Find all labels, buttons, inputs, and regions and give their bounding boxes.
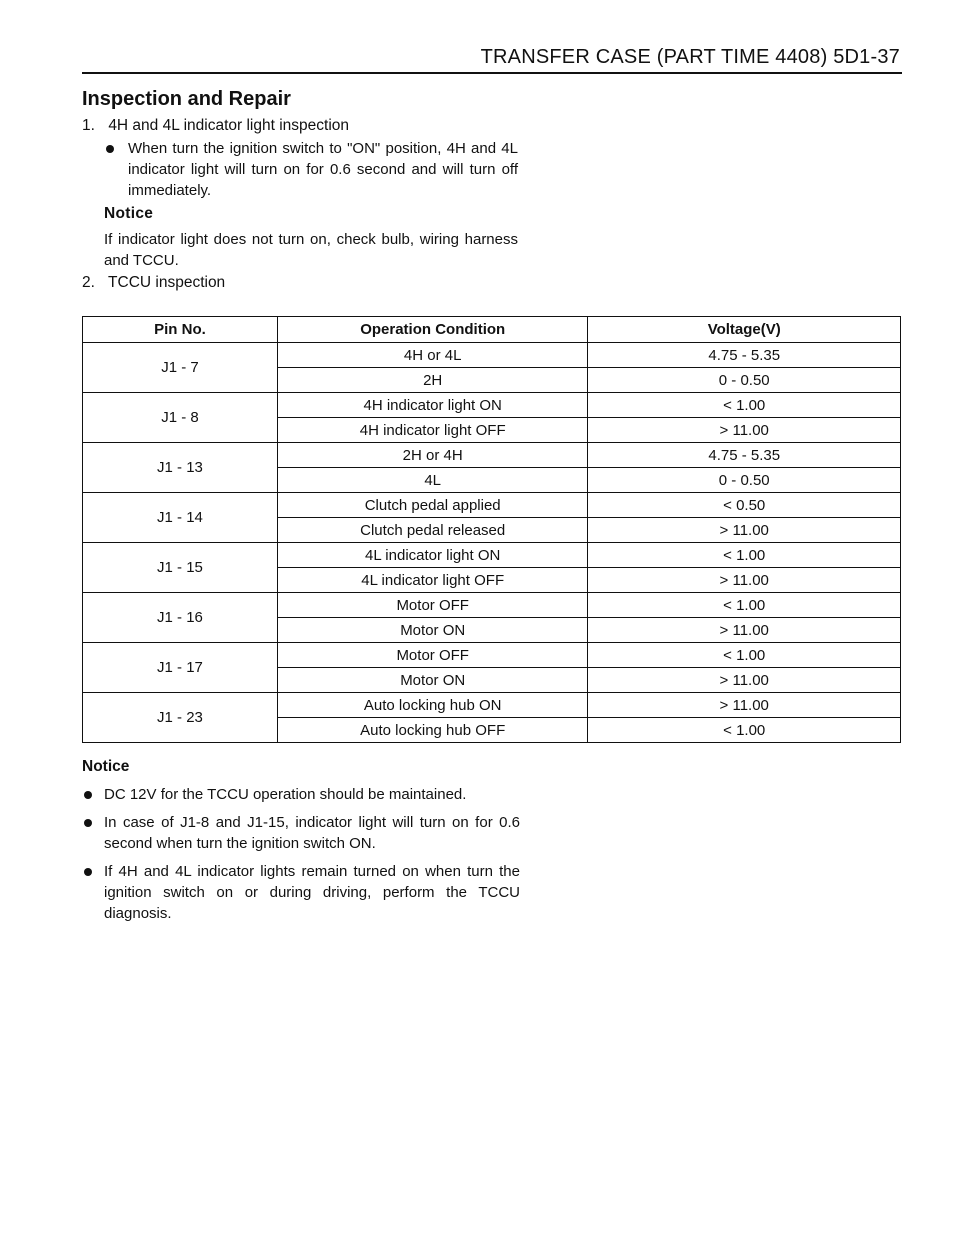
notice-item (82, 784, 520, 805)
header-pin-no: Pin No. (83, 317, 278, 343)
table-row (83, 593, 901, 618)
voltage-cell: < 1.00 (588, 643, 901, 668)
pin-cell: J1 - 8 (83, 393, 278, 443)
bullet-icon (84, 868, 92, 876)
condition-cell: 4L indicator light OFF (277, 568, 588, 593)
condition-cell: 4H indicator light ON (277, 393, 588, 418)
condition-cell: Motor ON (277, 668, 588, 693)
notice-label: Notice (82, 758, 130, 775)
bullet-icon (84, 819, 92, 827)
voltage-cell: > 11.00 (588, 518, 901, 543)
voltage-cell: 4.75 - 5.35 (588, 343, 901, 368)
condition-cell: 4L indicator light ON (277, 543, 588, 568)
voltage-cell: < 1.00 (588, 543, 901, 568)
condition-cell: Clutch pedal released (277, 518, 588, 543)
step-1-notice-text: If indicator light does not turn on, check bulb, wiring harness and TCCU. (104, 231, 518, 269)
header-rule (82, 72, 902, 74)
voltage-cell: > 11.00 (588, 568, 901, 593)
table-row (83, 393, 901, 418)
table-row (83, 543, 901, 568)
condition-cell: Auto locking hub ON (277, 693, 588, 718)
voltage-cell: < 0.50 (588, 493, 901, 518)
notice-item-text: In case of J1-8 and J1-15, indicator light will turn on for 0.6 second when turn the ignition switch ON. (104, 814, 520, 852)
table-row (83, 643, 901, 668)
notice-item-text: DC 12V for the TCCU operation should be maintained. (104, 786, 467, 803)
pin-cell: J1 - 16 (83, 593, 278, 643)
pin-cell: J1 - 17 (83, 643, 278, 693)
step-1-number: 1. (82, 117, 95, 134)
page-header: TRANSFER CASE (PART TIME 4408) 5D1-37 (480, 46, 900, 68)
condition-cell: 2H (277, 368, 588, 393)
table-header-row (83, 317, 901, 343)
pin-cell: J1 - 13 (83, 443, 278, 493)
pin-cell: J1 - 14 (83, 493, 278, 543)
notice-item (82, 812, 520, 854)
table-row (83, 693, 901, 718)
voltage-cell: < 1.00 (588, 718, 901, 743)
step-1-notice-label: Notice (104, 205, 154, 222)
notice-list (82, 784, 520, 931)
tccu-inspection-table (82, 316, 901, 743)
step-1-bullet (108, 138, 518, 201)
condition-cell: Auto locking hub OFF (277, 718, 588, 743)
voltage-cell: < 1.00 (588, 593, 901, 618)
table-row (83, 493, 901, 518)
voltage-cell: 0 - 0.50 (588, 468, 901, 493)
section-title: Inspection and Repair (82, 88, 291, 110)
step-2 (82, 274, 225, 292)
condition-cell: Motor OFF (277, 643, 588, 668)
voltage-cell: > 11.00 (588, 418, 901, 443)
step-1-title: 4H and 4L indicator light inspection (108, 117, 350, 134)
condition-cell: 4H or 4L (277, 343, 588, 368)
table-row (83, 443, 901, 468)
condition-cell: Motor OFF (277, 593, 588, 618)
step-1-bullet-text: When turn the ignition switch to "ON" position, 4H and 4L indicator light will turn on for 0.6 second and will turn off immediately. (128, 140, 518, 199)
voltage-cell: 4.75 - 5.35 (588, 443, 901, 468)
voltage-cell: > 11.00 (588, 668, 901, 693)
condition-cell: Clutch pedal applied (277, 493, 588, 518)
pin-cell: J1 - 15 (83, 543, 278, 593)
voltage-cell: > 11.00 (588, 618, 901, 643)
voltage-cell: < 1.00 (588, 393, 901, 418)
condition-cell: 4L (277, 468, 588, 493)
notice-item-text: If 4H and 4L indicator lights remain turned on when turn the ignition switch on or during driving, perform the TCCU diagnosis. (104, 863, 520, 922)
notice-item (82, 861, 520, 924)
condition-cell: 4H indicator light OFF (277, 418, 588, 443)
header-operation-condition: Operation Condition (277, 317, 588, 343)
pin-cell: J1 - 23 (83, 693, 278, 743)
table-row (83, 343, 901, 368)
voltage-cell: 0 - 0.50 (588, 368, 901, 393)
header-voltage: Voltage(V) (588, 317, 901, 343)
step-1 (82, 117, 349, 135)
voltage-cell: > 11.00 (588, 693, 901, 718)
condition-cell: Motor ON (277, 618, 588, 643)
step-2-title: TCCU inspection (108, 274, 226, 291)
bullet-icon (106, 145, 114, 153)
step-2-number: 2. (82, 274, 95, 291)
bullet-icon (84, 791, 92, 799)
condition-cell: 2H or 4H (277, 443, 588, 468)
pin-cell: J1 - 7 (83, 343, 278, 393)
